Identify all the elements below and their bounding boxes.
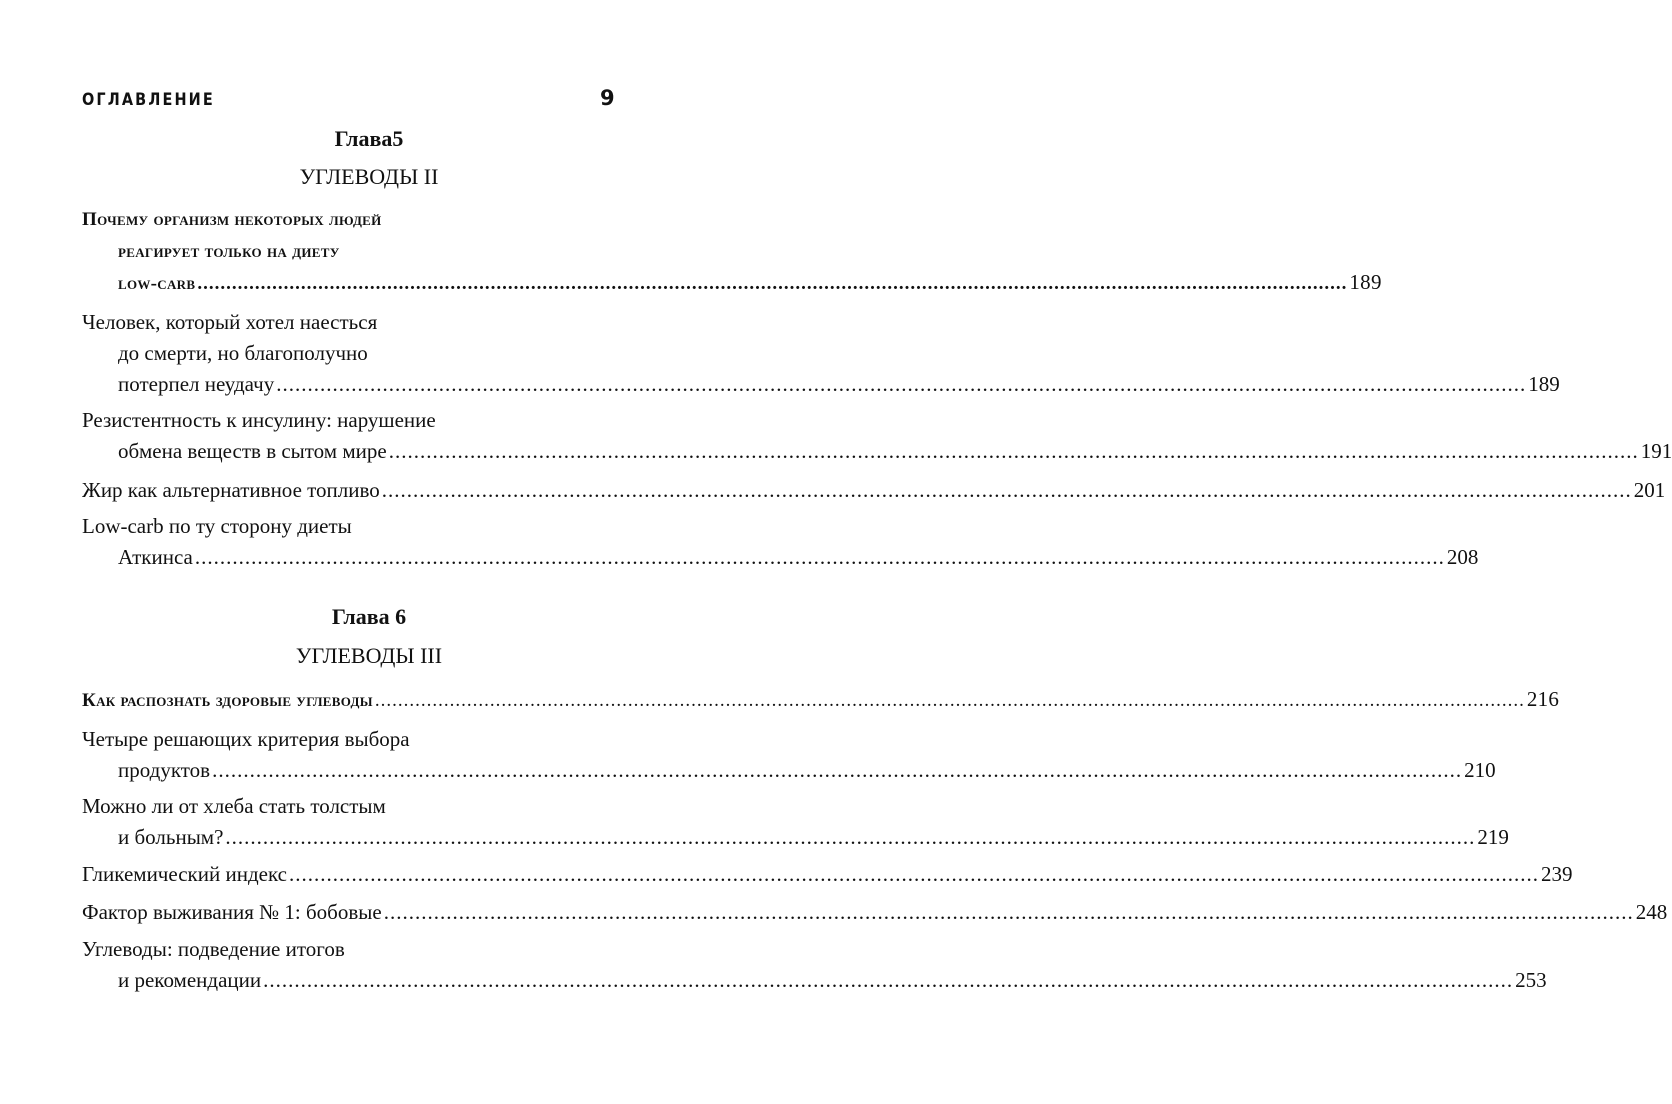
- dot-leader: ........................................................................................................................................................................................................: [276, 372, 1527, 396]
- toc-page-number: 191: [1640, 439, 1672, 463]
- toc-entry-line: обмена веществ в сытом мире: [118, 439, 387, 463]
- dot-leader: ........................................................................................................................................................................................................: [263, 968, 1514, 992]
- toc-entry-last-line: [118, 966, 1547, 994]
- toc-entry-last-line: [82, 860, 1573, 888]
- toc-entry-line: Четыре решающих критерия выбора: [82, 727, 410, 751]
- chapter-6-label: Глава 6: [331, 604, 407, 629]
- toc-page-number: 210: [1464, 758, 1496, 782]
- page-number: 9: [600, 86, 615, 110]
- toc-entry-line: Резистентность к инсулину: нарушение: [82, 408, 436, 432]
- dot-leader: ........................................................................................................................................................................................................: [381, 478, 1632, 502]
- toc-page-number: 189: [1349, 270, 1382, 294]
- toc-entry-line: Фактор выживания № 1: бобовые: [82, 900, 382, 924]
- toc-entry-line: Почему организм некоторых людей: [82, 209, 382, 230]
- toc-page-number: 216: [1526, 687, 1560, 711]
- toc-entry-line: Углеводы: подведение итогов: [82, 937, 345, 961]
- toc-entry-line: Можно ли от хлеба стать толстым: [82, 794, 386, 818]
- toc-page-number: 239: [1540, 862, 1573, 886]
- dot-leader: ........................................................................................................................................................................................................: [212, 758, 1463, 782]
- toc-page-number: 253: [1515, 968, 1547, 992]
- toc-entry-last-line: [118, 823, 1509, 851]
- chapter-5-title: УГЛЕВОДЫ II: [299, 164, 439, 189]
- toc-entry-line: реагирует только на диету: [118, 241, 340, 262]
- toc-entry-last-line: [118, 268, 1382, 296]
- dot-leader: ........................................................................................................................................................................................................: [194, 545, 1445, 569]
- dot-leader: ........................................................................................................................................................................................................: [374, 690, 1525, 711]
- toc-entry-line: Low-carb по ту сторону диеты: [82, 514, 352, 538]
- toc-entry-line: Аткинса: [118, 545, 193, 569]
- toc-entry-line: Жир как альтернативное топливо: [82, 478, 380, 502]
- chapter-6-title: УГЛЕВОДЫ III: [295, 643, 443, 668]
- toc-entry-line: Человек, который хотел наесться: [82, 310, 378, 334]
- toc-entry-line: потерпел неудачу: [118, 372, 275, 396]
- toc-entry-last-line: [118, 543, 1479, 571]
- toc-entry-line: low-carb: [118, 273, 196, 294]
- toc-entry-last-line: [82, 898, 1668, 926]
- toc-entry-last-line: [82, 685, 1560, 713]
- toc-entry-line: Гликемический индекс: [82, 862, 287, 886]
- toc-entry-last-line: [82, 476, 1666, 504]
- toc-page-number: 219: [1477, 825, 1509, 849]
- dot-leader: ........................................................................................................................................................................................................: [388, 439, 1639, 463]
- toc-page-number: 189: [1528, 372, 1560, 396]
- toc-entry-line: до смерти, но благополучно: [118, 341, 368, 365]
- dot-leader: ........................................................................................................................................................................................................: [288, 862, 1539, 886]
- toc-entry-line: Как распознать здоровые углеводы: [82, 690, 373, 711]
- toc-page-number: 201: [1633, 478, 1666, 502]
- toc-entry-last-line: [118, 370, 1560, 398]
- running-head: ОГЛАВЛЕНИЕ: [82, 90, 215, 110]
- toc-entry-last-line: [118, 437, 1672, 465]
- dot-leader: ........................................................................................................................................................................................................: [197, 273, 1348, 294]
- chapter-5-label: Глава5: [334, 126, 404, 151]
- toc-page-number: 248: [1635, 900, 1668, 924]
- toc-entry-last-line: [118, 756, 1496, 784]
- toc-entry-line: продуктов: [118, 758, 211, 782]
- toc-entry-line: и больным?: [118, 825, 224, 849]
- toc-page-number: 208: [1446, 545, 1479, 569]
- dot-leader: ........................................................................................................................................................................................................: [383, 900, 1634, 924]
- toc-entry-line: и рекомендации: [118, 968, 262, 992]
- dot-leader: ........................................................................................................................................................................................................: [225, 825, 1476, 849]
